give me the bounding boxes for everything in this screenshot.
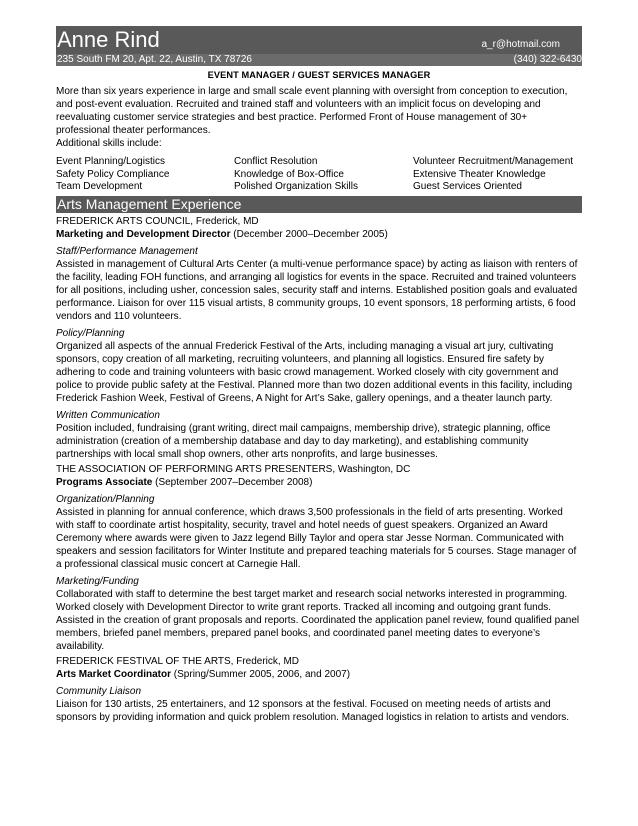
job-dates: (December 2000–December 2005) — [233, 229, 388, 241]
responsibility-text: Assisted in planning for annual conference, which draws 3,500 professionals in the field of arts presenting. Worked with staff to coordinate artist hospitality, security, travel and hotel needs of guest speakers. Organized an Award Ceremony where awards were given to Jazz legend Billy Taylor and opera star Jesse Norman. Communicated with speakers and session facilitators for Winter Institute and prepared teaching materials for 5 courses. Stage manager of a professional classical music concert at Carnegie Hall. — [56, 507, 577, 571]
responsibility-heading: Staff/Performance Management — [56, 246, 198, 258]
phone-text: (340) 322-6430 — [513, 54, 582, 65]
job-title: Programs Associate — [56, 477, 153, 489]
skill-item: Extensive Theater Knowledge — [413, 168, 546, 180]
job-organization: THE ASSOCIATION OF PERFORMING ARTS PRESENTERS, Washington, DC — [56, 464, 411, 476]
skill-item: Knowledge of Box-Office — [234, 168, 344, 180]
skill-item: Conflict Resolution — [234, 156, 318, 167]
address-text: 235 South FM 20, Apt. 22, Austin, TX 78726 — [57, 54, 252, 65]
job-dates: (September 2007–December 2008) — [155, 477, 313, 489]
job-role — [56, 228, 582, 241]
job-organization: FREDERICK ARTS COUNCIL, Frederick, MD — [56, 216, 259, 228]
responsibility-text: Position included, fundraising (grant writing, direct mail campaigns, membership drive), strategic planning, office administration (creation of a membership database and day to day marketing), and establishing community partnerships with local small shop owners, other arts nonprofits, and large businesses. — [56, 423, 551, 461]
email-link[interactable]: a_r@hotmail.com — [481, 39, 560, 50]
skills-column-2 — [234, 156, 413, 194]
name-header-bar — [56, 26, 582, 54]
skill-item: Event Planning/Logistics — [56, 156, 165, 167]
job-organization: FREDERICK FESTIVAL OF THE ARTS, Frederick, MD — [56, 656, 300, 668]
responsibility-heading: Policy/Planning — [56, 328, 125, 340]
summary-paragraph — [56, 85, 582, 150]
resume-page — [56, 26, 582, 724]
responsibility-text: Organized all aspects of the annual Frederick Festival of the Arts, including managing a visual art jury, cultivating sponsors, copy creation of all marketing, recruiting volunteers, and planning all logistics. Ensured fire safety by adhering to code and training volunteers with basic crowd management. Worked closely with city government and police to provide public safety at the Festival. Planned more than two dozen additional events in this facility, including Frederick Fashion Week, Festival of Greens, A Night for Art’s Sake, gallery openings, and a theater launch party. — [56, 341, 573, 405]
job-dates: (Spring/Summer 2005, 2006, and 2007) — [173, 669, 351, 681]
job-title: Arts Market Coordinator — [56, 669, 172, 681]
skills-column-3 — [413, 156, 582, 194]
summary-text: More than six years experience in large and small scale event planning with oversight from conception to execution, and post-event evaluation. Recruited and trained staff and volunteers with an implicit focus on developing and reevaluating customer service strategies and best practice. Performed Front of House management of 30+ professional theater performances. — [56, 86, 568, 136]
responsibility-heading: Marketing/Funding — [56, 576, 139, 588]
skills-intro: Additional skills include: — [56, 138, 162, 149]
skill-item: Volunteer Recruitment/Management — [413, 156, 574, 167]
job-role — [56, 476, 582, 489]
candidate-name: Anne Rind — [57, 27, 160, 52]
job-title: Marketing and Development Director — [56, 229, 231, 241]
objective-title: EVENT MANAGER / GUEST SERVICES MANAGER — [207, 70, 431, 80]
skill-item: Team Development — [56, 181, 143, 193]
responsibility-heading: Community Liaison — [56, 686, 142, 698]
section-title: Arts Management Experience — [57, 196, 242, 213]
contact-bar — [56, 54, 582, 66]
skills-grid — [56, 156, 582, 194]
skill-item: Guest Services Oriented — [413, 181, 522, 193]
responsibility-heading: Written Communication — [56, 410, 160, 422]
responsibility-heading: Organization/Planning — [56, 494, 155, 506]
skills-column-1 — [56, 156, 234, 194]
responsibility-text: Liaison for 130 artists, 25 entertainers, and 12 sponsors at the festival. Focused on meeting needs of artists and sponsors by providing information and quick problem resolution. Managed logistics in relation to artists and vendors. — [56, 699, 570, 724]
skill-item: Safety Policy Compliance — [56, 168, 170, 180]
section-header-bar — [56, 196, 582, 213]
responsibility-text: Assisted in management of Cultural Arts Center (a multi-venue performance space) by acting as liaison with renters of the facility, leading FOH functions, and arranging all logistics for events in the space. Recruited and trained volunteers for all positions, including usher, concession sales, security staff and interns. Established position goals and evaluated performance. Liaison for over 115 visual artists, 8 community groups, 10 event sponsors, 18 performing artists, 6 food vendors and 110 volunteers. — [56, 259, 578, 323]
responsibility-text: Collaborated with staff to determine the best target market and research social networks interested in programming. Worked closely with Development Director to write grant reports. Tracked all incoming and outgoing grant funds. Assisted in the creation of grant proposals and reports. Coordinated the application panel review, found qualified panel members, briefed panel members, prepared panel books, and coordinated panel meeting dates to everyone’s availability. — [56, 589, 580, 653]
skill-item: Polished Organization Skills — [234, 181, 358, 193]
job-role — [56, 668, 582, 681]
